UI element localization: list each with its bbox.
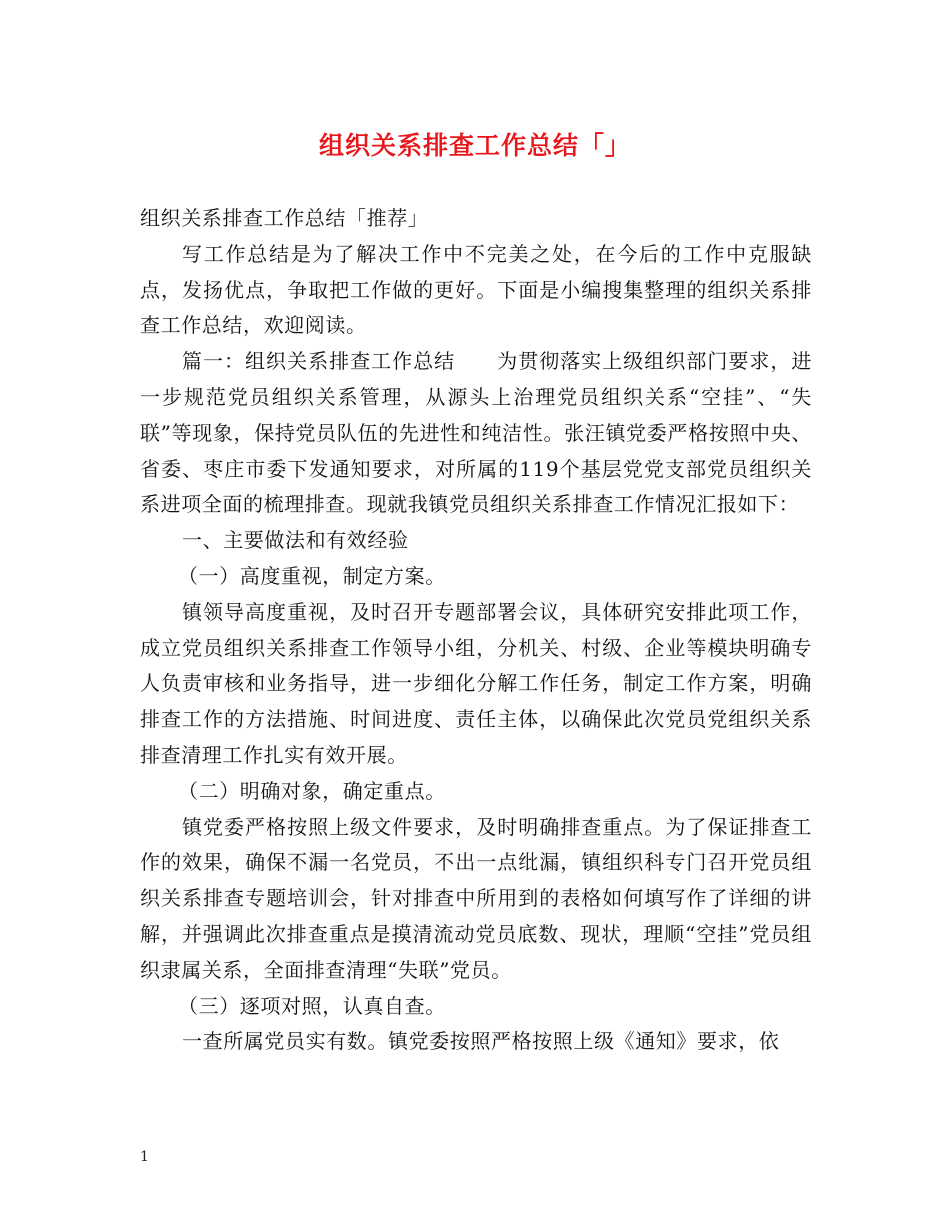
- chapter-one-paragraph: 篇一：组织关系排查工作总结 为贯彻落实上级组织部门要求，进一步规范党员组织关系管理，从源头上治理党员组织关系“空挂”、“失联”等现象，保持党员队伍的先进性和纯洁性。张汪镇党委严格按照中央、省委、枣庄市委下发通知要求，对所属的119个基层党党支部党员组织关系进项全面的梳理排查。现就我镇党员组织关系排查工作情况汇报如下：: [140, 349, 812, 517]
- document-body: [140, 201, 812, 1060]
- intro-paragraph: 写工作总结是为了解决工作中不完美之处，在今后的工作中克服缺点，发扬优点，争取把工作做的更好。下面是小编搜集整理的组织关系排查工作总结，欢迎阅读。: [140, 241, 812, 338]
- body-paragraph-1: 镇领导高度重视，及时召开专题部署会议，具体研究安排此项工作，成立党员组织关系排查工作领导小组，分机关、村级、企业等模块明确专人负责审核和业务指导，进一步细化分解工作任务，制定工作方案，明确排查工作的方法措施、时间进度、责任主体，以确保此次党员党组织关系排查清理工作扎实有效开展。: [140, 599, 812, 767]
- subtitle-paragraph: 组织关系排查工作总结「推荐」: [140, 206, 429, 230]
- document-title: 组织关系排查工作总结「」: [318, 131, 631, 160]
- section-heading-main-practices: 一、主要做法和有效经验: [182, 528, 409, 553]
- subsection-heading-1: （一）高度重视，制定方案。: [178, 563, 446, 588]
- page-number: 1: [140, 1149, 149, 1165]
- subsection-heading-3: （三）逐项对照，认真自查。: [178, 993, 446, 1018]
- subsection-heading-2: （二）明确对象，确定重点。: [178, 778, 446, 803]
- body-paragraph-3: 一查所属党员实有数。镇党委按照严格按照上级《通知》要求，依: [182, 1029, 780, 1054]
- body-paragraph-2: 镇党委严格按照上级文件要求，及时明确排查重点。为了保证排查工作的效果，确保不漏一名党员，不出一点纰漏，镇组织科专门召开党员组织关系排查专题培训会，针对排查中所用到的表格如何填写作了详细的讲解，并强调此次排查重点是摸清流动党员底数、现状，理顺“空挂”党员组织隶属关系，全面排查清理“失联”党员。: [140, 814, 812, 982]
